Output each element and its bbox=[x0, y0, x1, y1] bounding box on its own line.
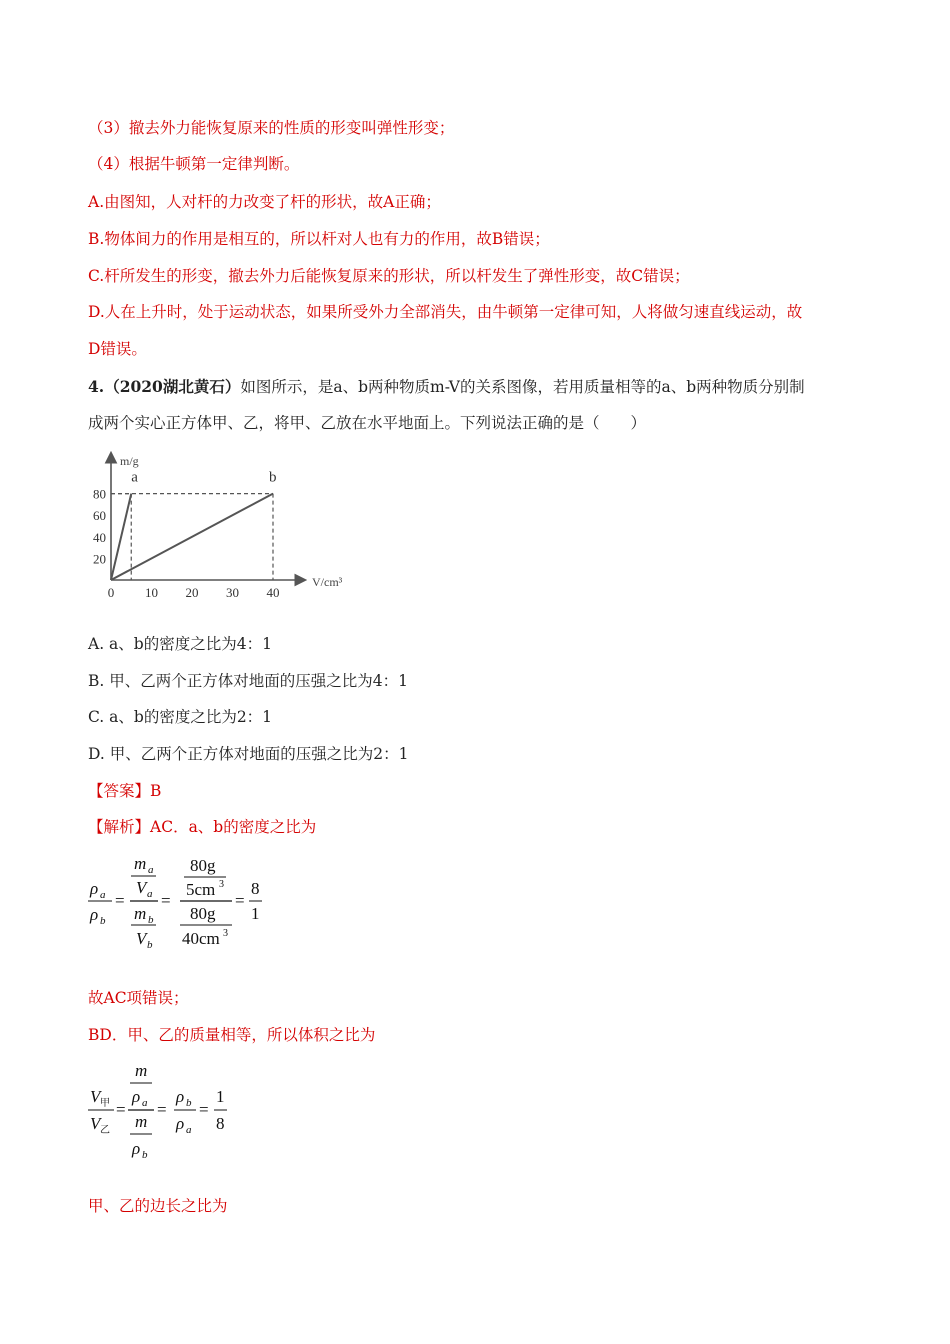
y-tick-label: 20 bbox=[93, 551, 106, 567]
density-ratio-formula bbox=[86, 850, 286, 950]
f1-d2: 40cm bbox=[182, 929, 220, 948]
question-stem-text: 如图所示，是a、b两种物质m-V的关系图像，若用质量相等的a、b两种物质分别制 bbox=[240, 378, 805, 396]
analysis-intro-line bbox=[88, 816, 316, 838]
x-tick-label: 40 bbox=[266, 585, 280, 600]
f2-rho-b-sub: b bbox=[142, 1149, 148, 1160]
analysis-line-3: （3）撤去外力能恢复原来的性质的形变叫弹性形变； bbox=[88, 119, 455, 137]
option-d-analysis: D.人在上升时，处于运动状态，如果所受外力全部消失，由牛顿第一定律可知，人将做匀速直线运动，故 bbox=[88, 303, 803, 321]
analysis-intro: AC．a、b的密度之比为 bbox=[150, 818, 317, 836]
y-tick-label: 60 bbox=[93, 508, 106, 524]
m-v-chart bbox=[86, 446, 356, 606]
f1-eq-3: = bbox=[235, 891, 245, 910]
f1-rho-b-sub: b bbox=[100, 915, 106, 927]
option-d: D. 甲、乙两个正方体对地面的压强之比为2：1 bbox=[88, 745, 409, 763]
question-source: （2020湖北黄石） bbox=[104, 377, 241, 396]
f1-d2-cube: 3 bbox=[223, 928, 228, 939]
f1-eq-1: = bbox=[115, 891, 125, 910]
y-tick-label: 40 bbox=[93, 529, 106, 545]
f2-rho-b-2: ρ bbox=[176, 1087, 185, 1106]
f1-n2: 80g bbox=[190, 904, 216, 923]
option-a: A. a、b的密度之比为4：1 bbox=[88, 635, 272, 653]
option-b: B. 甲、乙两个正方体对地面的压强之比为4：1 bbox=[88, 672, 408, 690]
f2-v2: V bbox=[90, 1114, 101, 1133]
volume-ratio-formula bbox=[86, 1060, 246, 1160]
y-axis-label: m/g bbox=[120, 454, 139, 468]
f2-m-bottom: m bbox=[135, 1112, 148, 1131]
conclusion-ac: 故AC项错误； bbox=[88, 989, 189, 1007]
answer-line bbox=[88, 780, 161, 802]
f2-r-num: 1 bbox=[216, 1087, 225, 1106]
f1-v-a: V bbox=[136, 878, 147, 897]
x-tick-label: 30 bbox=[226, 585, 239, 600]
f1-m-a-sub: a bbox=[148, 864, 154, 876]
f2-eq-3: = bbox=[199, 1100, 209, 1119]
question-number: 4. bbox=[88, 377, 105, 396]
x-tick-label: 20 bbox=[185, 585, 199, 600]
f1-d1: 5cm bbox=[186, 880, 216, 899]
analysis-line-4: （4）根据牛顿第一定律判断。 bbox=[88, 155, 300, 173]
f1-v-b-sub: b bbox=[147, 939, 153, 950]
answer-value: B bbox=[150, 782, 162, 800]
f1-rho-a-sub: a bbox=[100, 889, 106, 901]
analysis-tag: 【解析】 bbox=[88, 818, 151, 836]
y-tick-label: 80 bbox=[93, 486, 106, 502]
f1-m-a: m bbox=[134, 854, 147, 873]
f1-rho-b: ρ bbox=[90, 905, 99, 924]
option-b-analysis: B.物体间力的作用是相互的，所以杆对人也有力的作用，故B错误； bbox=[88, 230, 550, 248]
f1-r-den: 1 bbox=[251, 904, 260, 923]
question-stem-cont: 成两个实心正方体甲、乙，将甲、乙放在水平地面上。下列说法正确的是（ ） bbox=[88, 414, 647, 432]
option-d-analysis-cont: D错误。 bbox=[88, 340, 147, 358]
series-label-b: b bbox=[269, 469, 277, 486]
f2-eq-2: = bbox=[157, 1100, 167, 1119]
f1-rho-a: ρ bbox=[90, 879, 99, 898]
f2-v1: V bbox=[90, 1087, 101, 1106]
f2-rho-b-2-sub: b bbox=[186, 1097, 192, 1109]
f2-rho-b: ρ bbox=[132, 1139, 141, 1158]
series-line-a bbox=[111, 494, 131, 580]
f2-m-top: m bbox=[135, 1061, 148, 1080]
x-axis-label: V/cm³ bbox=[312, 575, 343, 589]
option-c: C. a、b的密度之比为2：1 bbox=[88, 708, 273, 726]
f1-n1: 80g bbox=[190, 856, 216, 875]
answer-tag: 【答案】 bbox=[88, 782, 151, 800]
x-tick-label: 10 bbox=[145, 585, 158, 600]
question-stem bbox=[88, 376, 805, 398]
f1-v-a-sub: a bbox=[147, 888, 153, 900]
f1-m-b-sub: b bbox=[148, 914, 154, 926]
f2-v2-sub: 乙 bbox=[100, 1125, 110, 1136]
series-label-a: a bbox=[131, 469, 138, 486]
f1-m-b: m bbox=[134, 904, 147, 923]
option-c-analysis: C.杆所发生的形变，撤去外力后能恢复原来的形状，所以杆发生了弹性形变，故C错误； bbox=[88, 267, 690, 285]
f2-v1-sub: 甲 bbox=[100, 1098, 110, 1109]
f1-eq-2: = bbox=[161, 891, 171, 910]
f1-r-num: 8 bbox=[251, 879, 260, 898]
f2-rho-a-2: ρ bbox=[176, 1114, 185, 1133]
f2-eq-1: = bbox=[116, 1100, 126, 1119]
edge-ratio-intro: 甲、乙的边长之比为 bbox=[88, 1197, 228, 1215]
series-line-b bbox=[111, 494, 273, 580]
bd-intro: BD．甲、乙的质量相等，所以体积之比为 bbox=[88, 1026, 376, 1044]
f2-r-den: 8 bbox=[216, 1114, 225, 1133]
x-tick-label: 0 bbox=[107, 585, 115, 600]
f1-d1-cube: 3 bbox=[219, 879, 224, 890]
f1-v-b: V bbox=[136, 929, 147, 948]
option-a-analysis: A.由图知，人对杆的力改变了杆的形状，故A正确； bbox=[88, 193, 441, 211]
f2-rho-a-2-sub: a bbox=[186, 1124, 192, 1136]
f2-rho-a: ρ bbox=[132, 1087, 141, 1106]
f2-rho-a-sub: a bbox=[142, 1097, 148, 1109]
